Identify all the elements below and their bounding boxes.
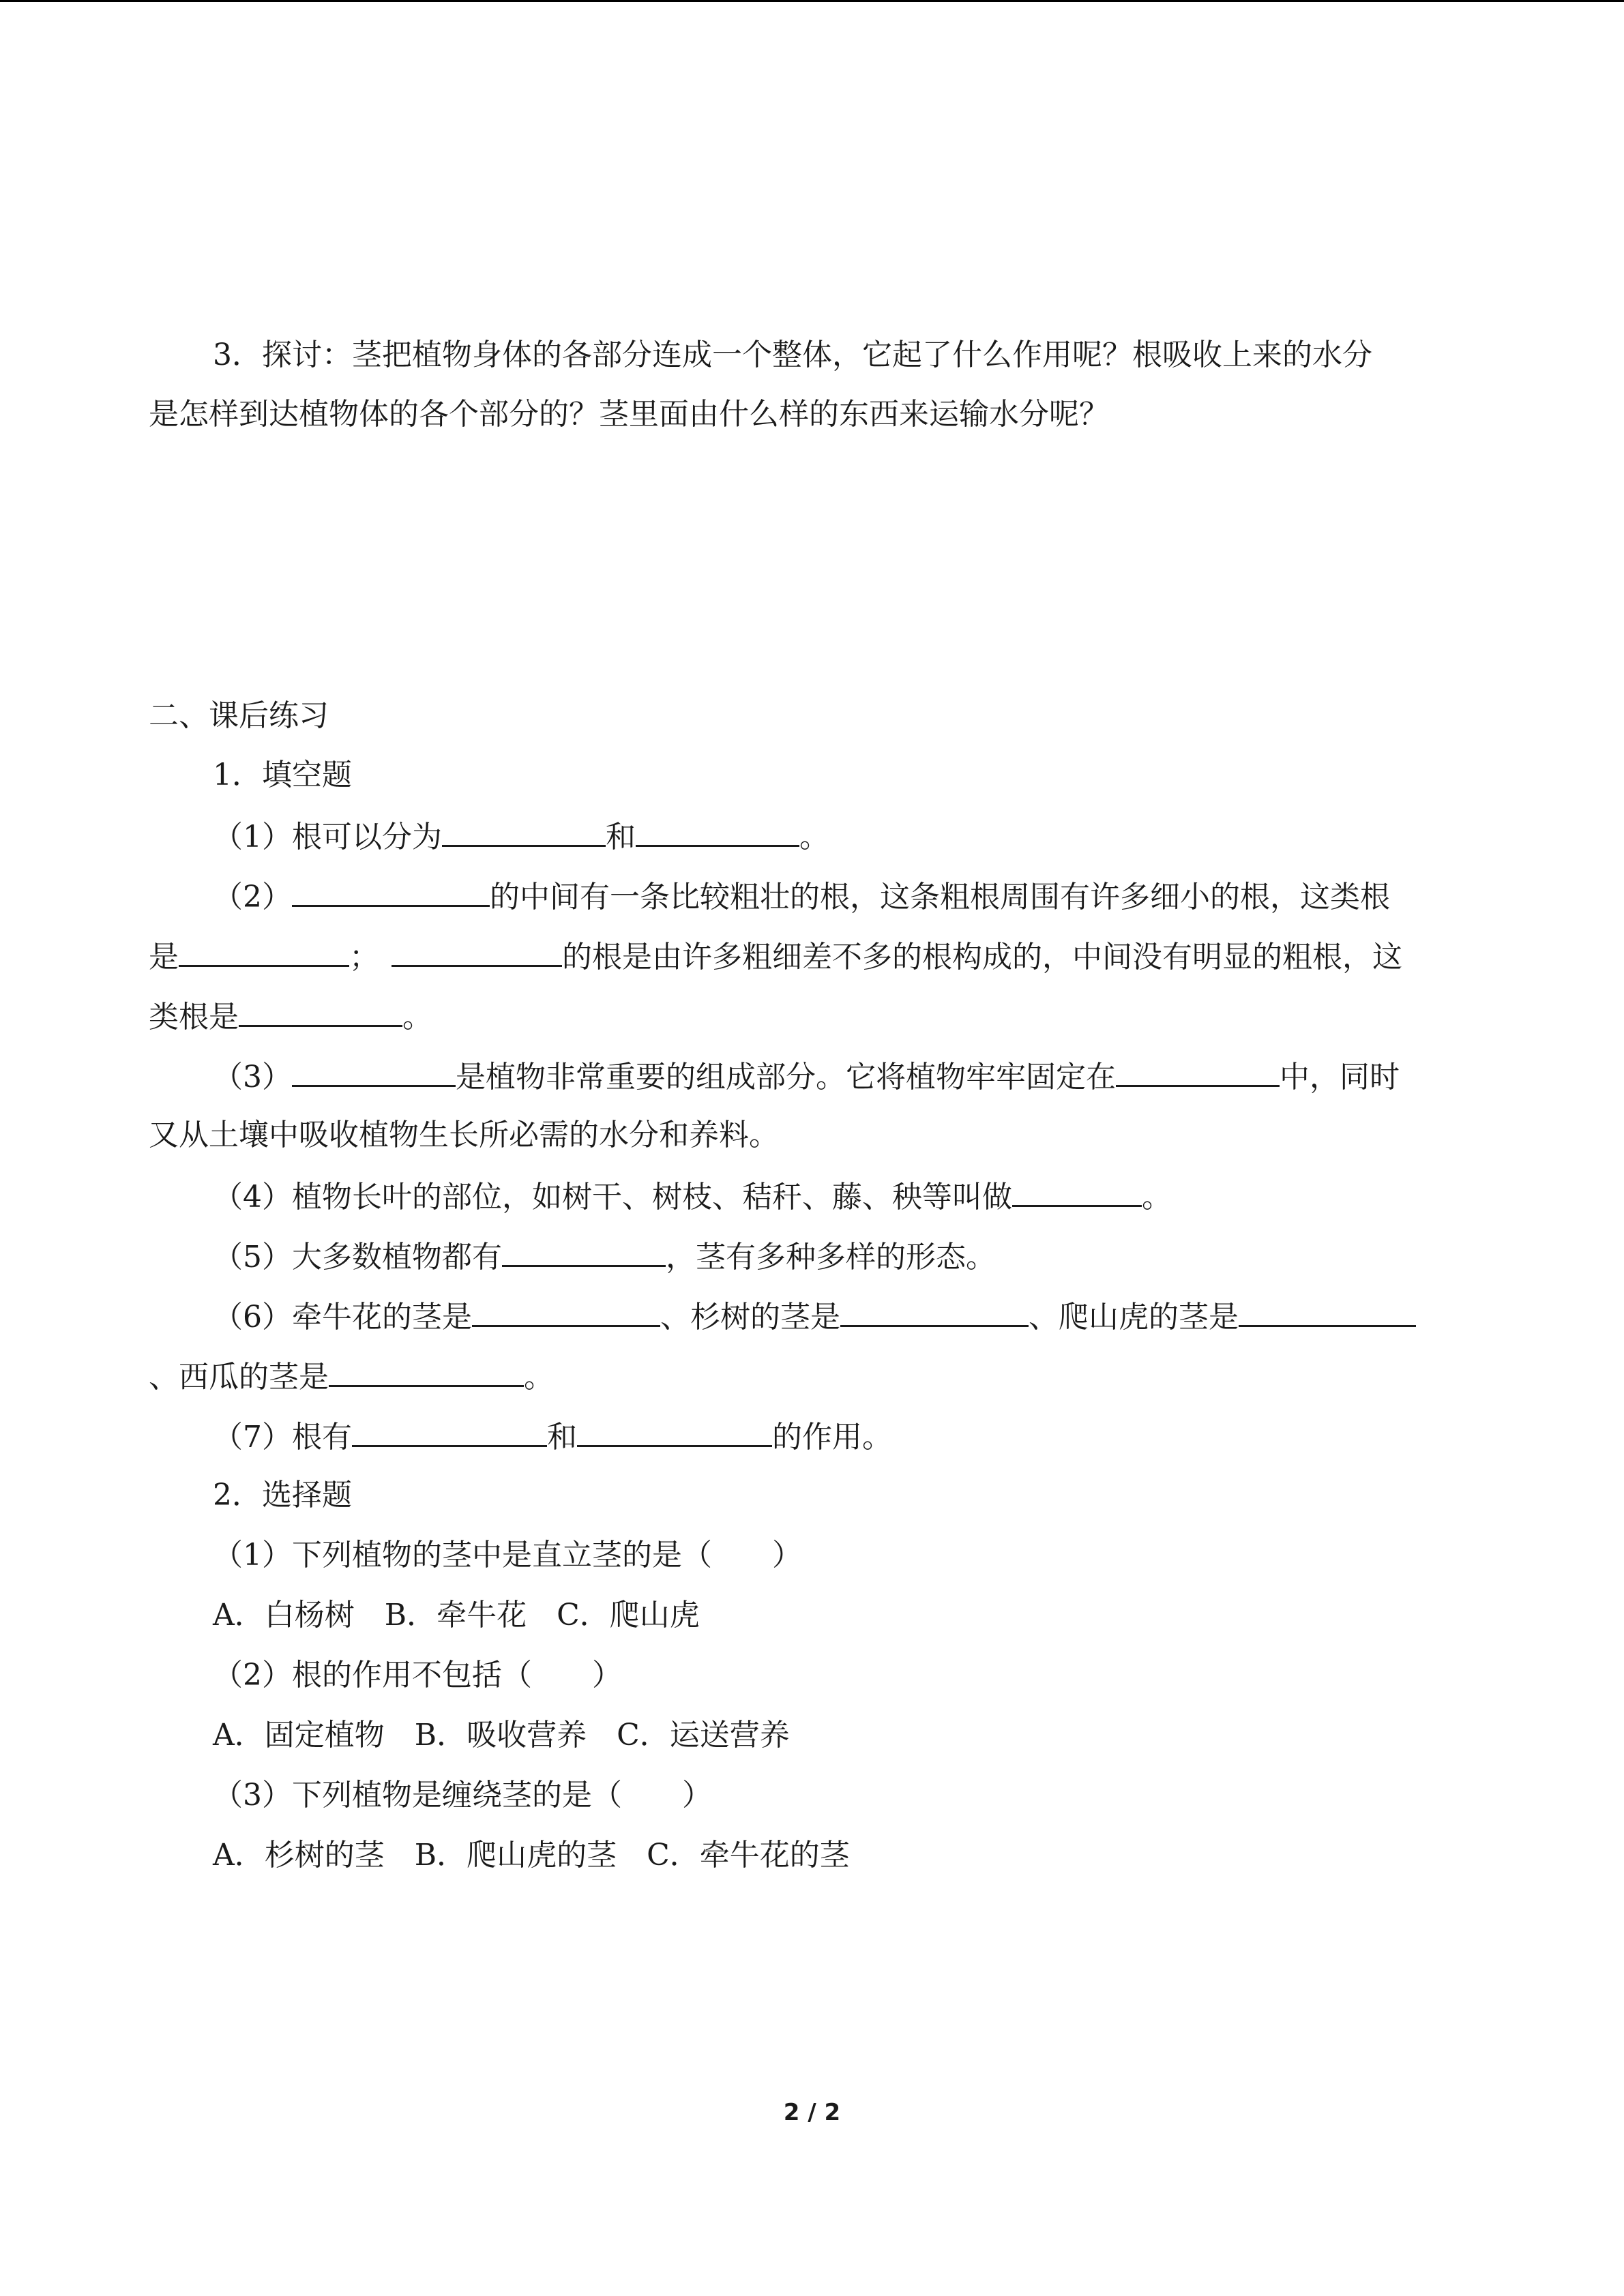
fill-question-1 bbox=[213, 815, 829, 858]
fill-2-blank-4[interactable] bbox=[239, 995, 402, 1027]
fill-2-text-b: 的中间有一条比较粗壮的根，这条粗根周围有许多细小的根，这类根 bbox=[490, 880, 1390, 914]
fill-5-blank-1[interactable] bbox=[502, 1235, 666, 1267]
fill-question-2-line2 bbox=[149, 935, 1402, 978]
fill-6-text-c: 、爬山虎的茎是 bbox=[1029, 1300, 1239, 1335]
fill-4-text-a: （4）植物长叶的部位，如树干、树枝、秸秆、藤、秧等叫做 bbox=[213, 1180, 1012, 1214]
fill-6-text-e: 。 bbox=[524, 1360, 554, 1395]
fill-1-text-b: 和 bbox=[606, 820, 636, 854]
fill-2-blank-3[interactable] bbox=[392, 935, 562, 967]
fill-question-6-line2 bbox=[149, 1355, 554, 1398]
fill-1-text-c: 。 bbox=[799, 820, 829, 854]
fill-6-blank-3[interactable] bbox=[1239, 1295, 1416, 1327]
fill-question-3-line1 bbox=[213, 1055, 1400, 1098]
fill-5-text-b: ，茎有多种多样的形态。 bbox=[666, 1240, 996, 1274]
choice-2-options: A．固定植物 B．吸收营养 C．运送营养 bbox=[213, 1718, 790, 1753]
fill-question-3-line2: 又从土壤中吸收植物生长所必需的水分和养料。 bbox=[149, 1118, 779, 1152]
fill-3-text-a: （3） bbox=[213, 1060, 292, 1094]
fill-3-blank-1[interactable] bbox=[292, 1055, 456, 1087]
fill-2-text-a: （2） bbox=[213, 880, 292, 914]
fill-2-blank-1[interactable] bbox=[292, 875, 490, 907]
fill-2-text-c: 是 bbox=[149, 940, 179, 974]
fill-question-6-line1 bbox=[213, 1295, 1416, 1338]
fill-1-text-a: （1）根可以分为 bbox=[213, 820, 442, 854]
fill-7-text-a: （7）根有 bbox=[213, 1420, 352, 1455]
fill-6-text-a: （6）牵牛花的茎是 bbox=[213, 1300, 472, 1335]
fill-6-text-d: 、西瓜的茎是 bbox=[149, 1360, 329, 1395]
fill-7-text-c: 的作用。 bbox=[772, 1420, 892, 1455]
fill-2-text-d: ； bbox=[349, 940, 379, 974]
fill-5-text-a: （5）大多数植物都有 bbox=[213, 1240, 502, 1274]
fill-2-blank-2[interactable] bbox=[179, 935, 349, 967]
page-number: 2 / 2 bbox=[783, 2099, 841, 2126]
fill-6-blank-2[interactable] bbox=[840, 1295, 1029, 1327]
fill-question-7 bbox=[213, 1415, 892, 1458]
choice-question-1: （1）下列植物的茎中是直立茎的是（ ） bbox=[213, 1538, 802, 1572]
fill-6-blank-4[interactable] bbox=[329, 1355, 524, 1387]
fill-3-text-b: 是植物非常重要的组成部分。它将植物牢牢固定在 bbox=[456, 1060, 1116, 1094]
choice-3-options: A．杉树的茎 B．爬山虎的茎 C．牵牛花的茎 bbox=[213, 1838, 850, 1873]
fill-6-blank-1[interactable] bbox=[472, 1295, 660, 1327]
fill-3-text-c: 中，同时 bbox=[1280, 1060, 1400, 1094]
choice-1-options: A．白杨树 B．牵牛花 C．爬山虎 bbox=[213, 1598, 700, 1632]
top-rule bbox=[0, 0, 1624, 2]
fill-7-blank-2[interactable] bbox=[577, 1415, 772, 1447]
fill-2-text-f: 类根是 bbox=[149, 1000, 239, 1034]
fill-4-blank-1[interactable] bbox=[1012, 1175, 1142, 1207]
discussion-q3-line2: 是怎样到达植物体的各个部分的？茎里面由什么样的东西来运输水分呢？ bbox=[149, 397, 1109, 432]
fill-question-2-line3 bbox=[149, 995, 432, 1038]
choice-title: 2．选择题 bbox=[213, 1478, 352, 1512]
fill-3-blank-2[interactable] bbox=[1116, 1055, 1280, 1087]
fill-2-text-e: 的根是由许多粗细差不多的根构成的，中间没有明显的粗根，这 bbox=[562, 940, 1402, 974]
fill-7-text-b: 和 bbox=[547, 1420, 577, 1455]
fill-question-5 bbox=[213, 1235, 996, 1278]
discussion-q3-line1: 3．探讨：茎把植物身体的各部分连成一个整体，它起了什么作用呢？根吸收上来的水分 bbox=[213, 338, 1372, 372]
fill-in-title: 1．填空题 bbox=[213, 758, 352, 792]
section-title: 二、课后练习 bbox=[149, 698, 329, 733]
fill-7-blank-1[interactable] bbox=[352, 1415, 547, 1447]
fill-6-text-b: 、杉树的茎是 bbox=[660, 1300, 840, 1335]
fill-1-blank-2[interactable] bbox=[636, 815, 799, 847]
choice-question-2: （2）根的作用不包括（ ） bbox=[213, 1658, 622, 1693]
choice-question-3: （3）下列植物是缠绕茎的是（ ） bbox=[213, 1778, 712, 1813]
fill-question-4 bbox=[213, 1175, 1172, 1218]
fill-question-2-line1 bbox=[213, 875, 1390, 918]
fill-2-text-g: 。 bbox=[402, 1000, 432, 1034]
fill-4-text-b: 。 bbox=[1142, 1180, 1172, 1214]
fill-1-blank-1[interactable] bbox=[442, 815, 606, 847]
